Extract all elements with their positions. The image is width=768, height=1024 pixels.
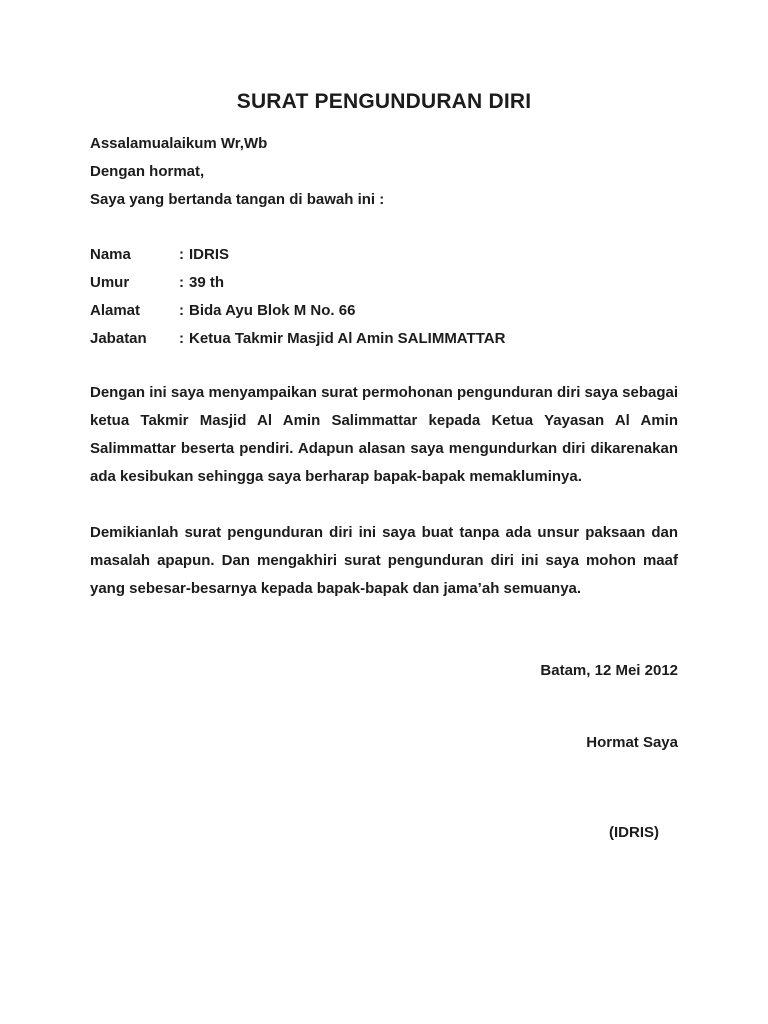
field-label-nama: Nama [90, 246, 131, 263]
field-row-nama [90, 241, 678, 269]
field-value-alamat: Bida Ayu Blok M No. 66 [189, 302, 356, 319]
field-separator: : [179, 246, 184, 263]
field-separator: : [179, 302, 184, 319]
opening-line-dengan-hormat: Dengan hormat, [90, 163, 205, 180]
closing-salutation: Hormat Saya [586, 734, 678, 751]
field-row-jabatan [90, 325, 678, 353]
identity-fields [90, 241, 678, 353]
field-label-alamat: Alamat [90, 302, 141, 319]
body-paragraph-apology: Demikianlah surat pengunduran diri ini saya buat tanpa ada unsur paksaan dan masalah apapun. Dan mengakhiri surat pengunduran diri ini saya mohon maaf yang sebesar-besarnya kepada bapak-bapak dan jama’ah semuanya. [90, 524, 678, 597]
field-value-umur: 39 th [189, 274, 225, 291]
field-label-jabatan: Jabatan [90, 330, 147, 347]
opening-lines [90, 130, 678, 214]
field-row-alamat [90, 297, 678, 325]
field-label-umur: Umur [90, 274, 130, 291]
opening-line-assalamualaikum: Assalamualaikum Wr,Wb [90, 135, 268, 152]
opening-line-bertanda-tangan: Saya yang bertanda tangan di bawah ini : [90, 191, 385, 208]
field-separator: : [179, 274, 184, 291]
field-row-umur [90, 269, 678, 297]
letter-title: SURAT PENGUNDURAN DIRI [236, 90, 532, 113]
place-date-line: Batam, 12 Mei 2012 [540, 662, 678, 679]
field-value-nama: IDRIS [189, 246, 230, 263]
body-paragraph-resignation: Dengan ini saya menyampaikan surat permohonan pengunduran diri saya sebagai ketua Takmir Masjid Al Amin Salimmattar kepada Ketua Yayasan Al Amin Salimmattar beserta pendiri. Adapun alasan saya mengundurkan diri dikarenakan ada kesibukan sehingga saya berharap bapak-bapak memakluminya. [90, 384, 678, 485]
signature-name: (IDRIS) [609, 824, 659, 841]
field-separator: : [179, 330, 184, 347]
field-value-jabatan: Ketua Takmir Masjid Al Amin SALIMMATTAR [189, 330, 506, 347]
